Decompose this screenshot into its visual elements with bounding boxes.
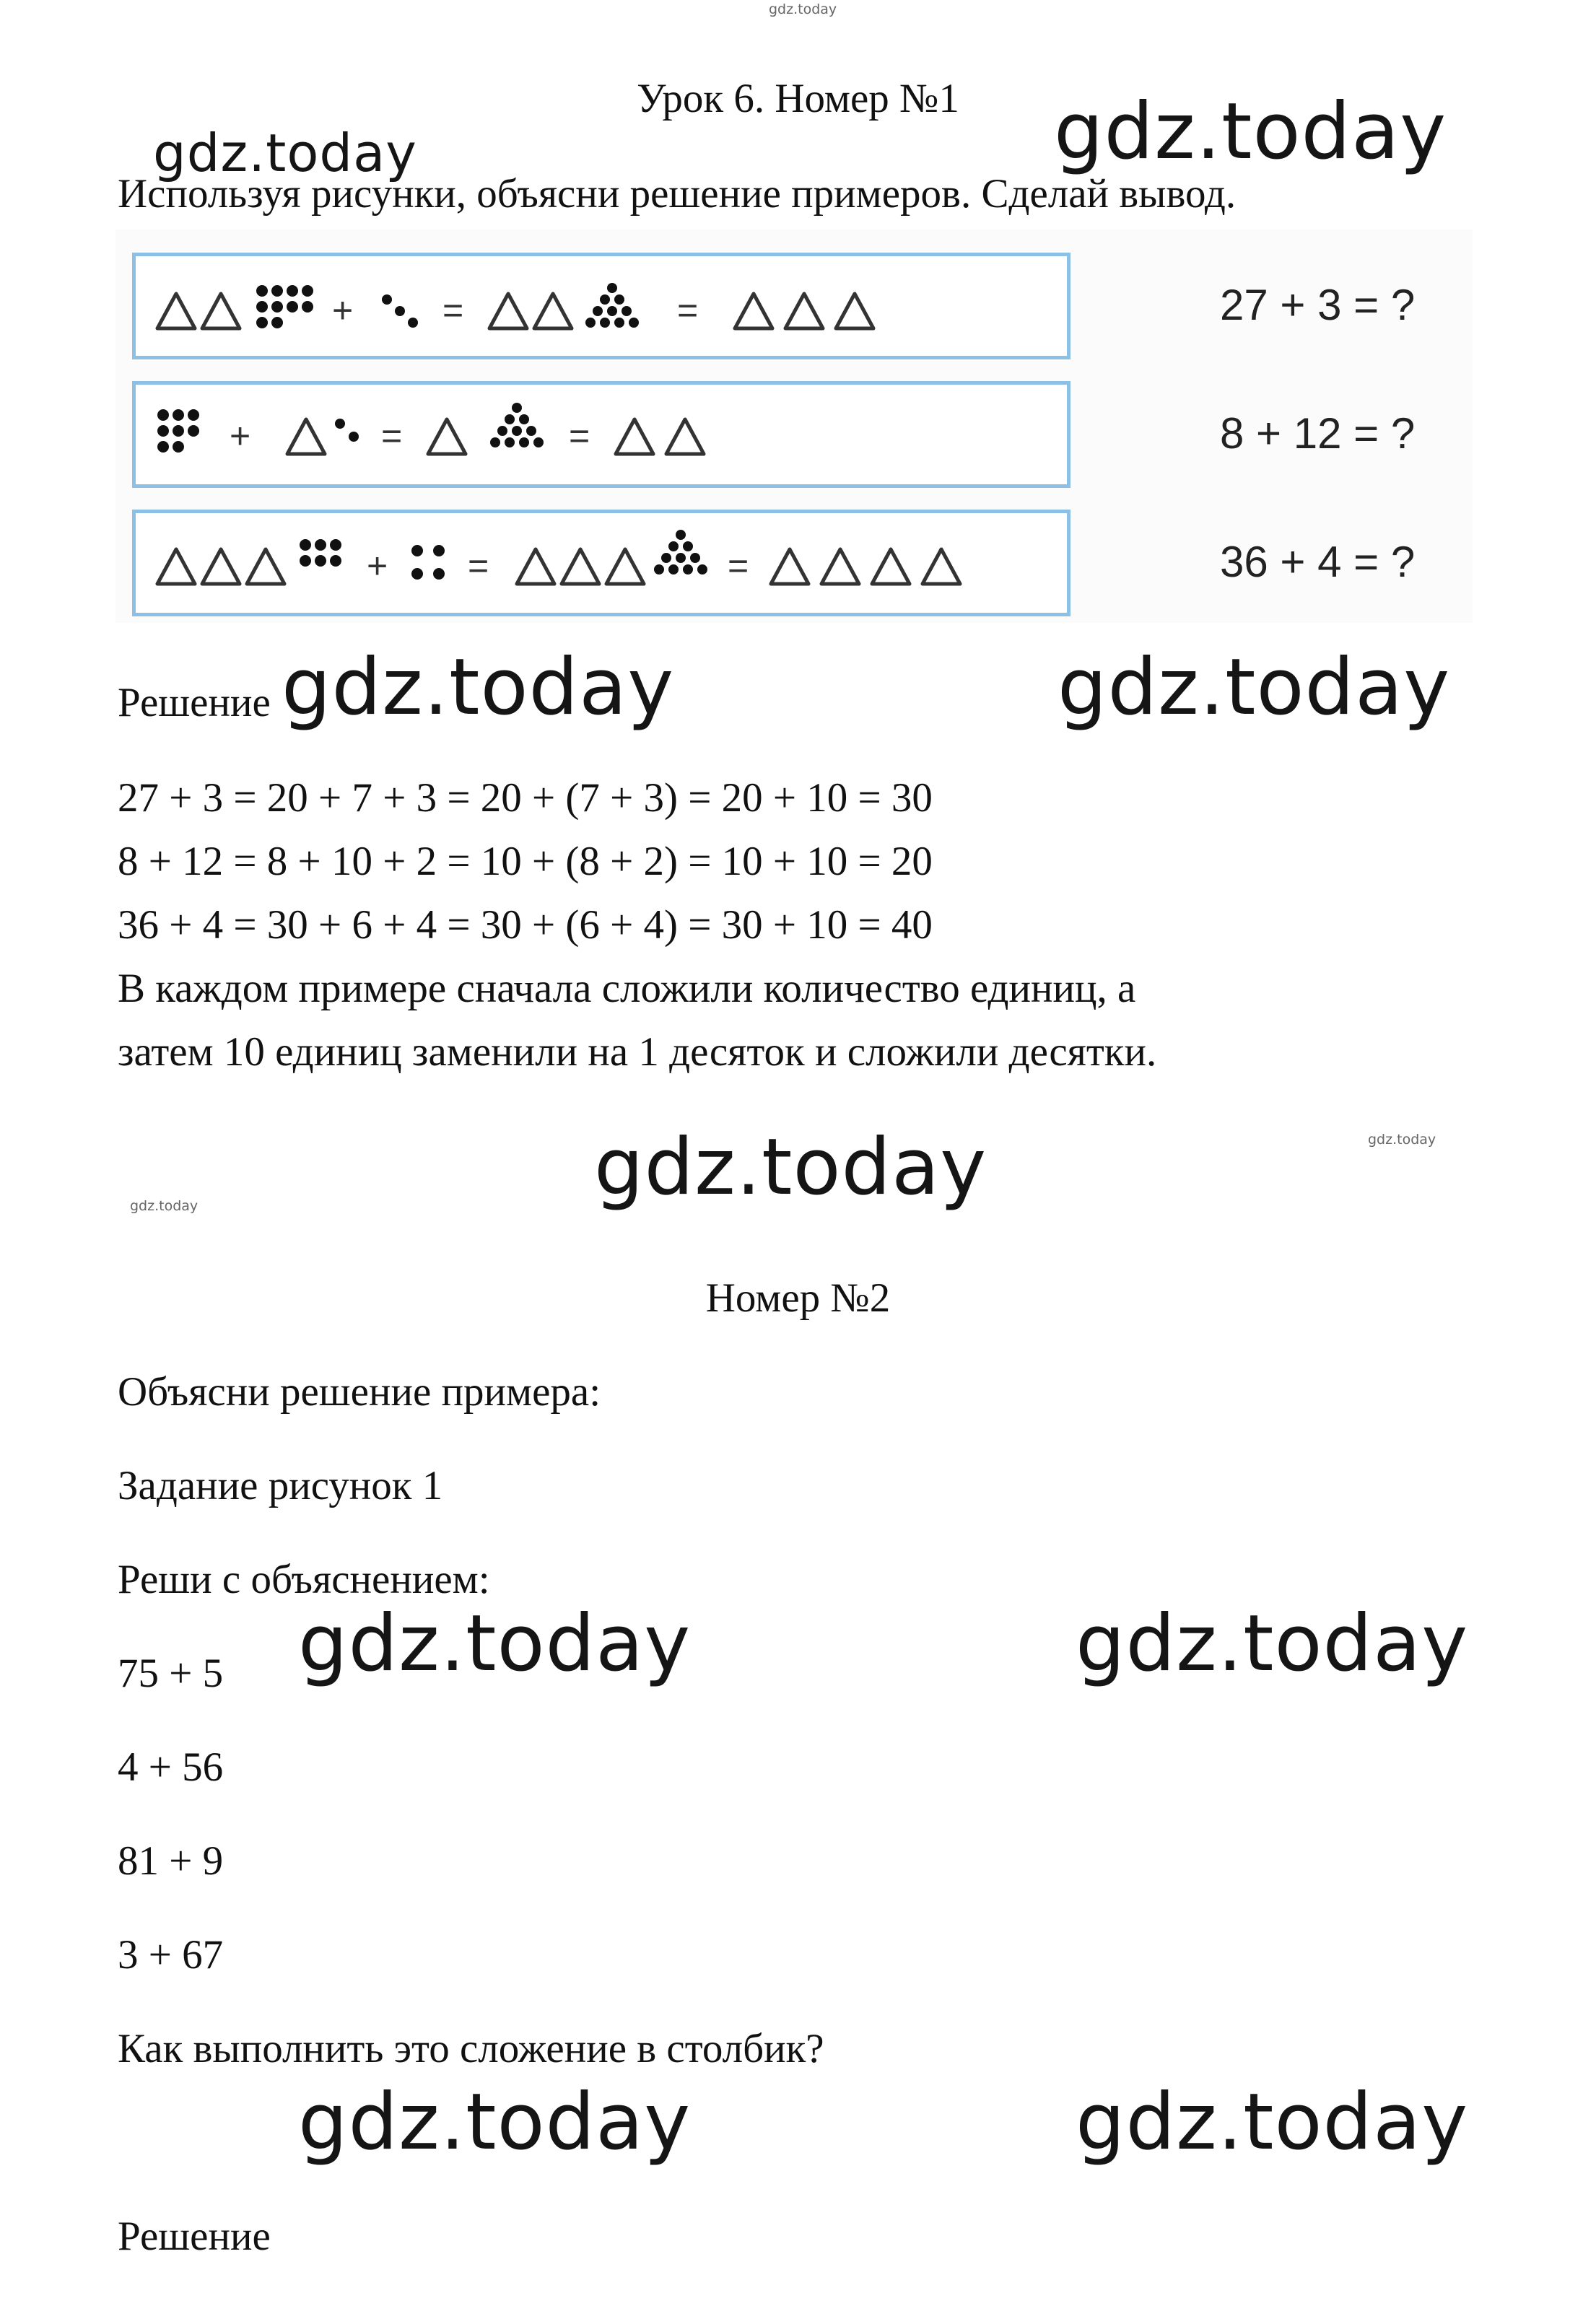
task1-prompt: Используя рисунки, объясни решение примеров. Сделай вывод. (118, 171, 1237, 217)
task2-figure-ref: Задание рисунок 1 (118, 1463, 443, 1508)
triangle-icon (771, 549, 808, 584)
watermark: gdz.today (298, 1599, 692, 1689)
triangle-icon (247, 549, 284, 584)
task1-solution-label: Решение (118, 680, 271, 725)
triangle-icon (735, 294, 772, 328)
watermark: gdz.today (282, 642, 675, 733)
svg-text:=: = (468, 546, 489, 586)
triangle-icon (517, 549, 554, 584)
panel-2-drawing (136, 385, 1067, 484)
solution-line: затем 10 единиц заменили на 1 десяток и сложили десятки. (118, 1029, 1157, 1075)
watermark: gdz.today (594, 1122, 987, 1213)
triangle-icon (616, 419, 653, 454)
svg-text:=: = (442, 290, 464, 331)
triangle-icon (923, 549, 960, 584)
watermark: gdz.today (153, 123, 417, 183)
triangle-icon (157, 294, 195, 328)
example-3-label: 36 + 4 = ? (1220, 538, 1416, 586)
example-2-label: 8 + 12 = ? (1220, 409, 1416, 458)
figure-panel-3 (132, 510, 1070, 616)
panel-3-drawing (136, 513, 1067, 613)
triangle-icon (666, 419, 704, 454)
page-title: Урок 6. Номер №1 (637, 76, 959, 121)
watermark: gdz.today (1076, 2077, 1469, 2167)
figure-panel-2 (132, 381, 1070, 488)
watermark: gdz.today (1058, 642, 1451, 733)
watermark-tiny: gdz.today (130, 1198, 199, 1214)
triangle-icon (157, 549, 195, 584)
svg-text:+: + (332, 290, 354, 331)
triangle-icon (562, 549, 599, 584)
solution-line: 36 + 4 = 30 + 6 + 4 = 30 + (6 + 4) = 30 + 10 = 40 (118, 902, 933, 948)
triangle-icon (202, 549, 240, 584)
task2-solve-prompt: Реши с объяснением: (118, 1557, 490, 1602)
solution-line: В каждом примере сначала сложили количество единиц, а (118, 966, 1136, 1011)
triangle-icon (836, 294, 873, 328)
solution-line: 8 + 12 = 8 + 10 + 2 = 10 + (8 + 2) = 10 + 10 = 20 (118, 839, 933, 884)
svg-text:=: = (569, 416, 590, 456)
triangle-icon (785, 294, 823, 328)
triangle-icon (428, 419, 466, 454)
svg-text:=: = (728, 546, 749, 586)
task2-problem: 4 + 56 (118, 1744, 224, 1790)
triangle-icon (202, 294, 240, 328)
task2-problem: 3 + 67 (118, 1932, 224, 1978)
panel-1-drawing (136, 256, 1067, 356)
task2-problem: 81 + 9 (118, 1838, 224, 1884)
triangle-icon (489, 294, 527, 328)
svg-text:=: = (381, 416, 403, 456)
task2-title: Номер №2 (705, 1275, 891, 1321)
example-1-label: 27 + 3 = ? (1220, 281, 1416, 329)
task2-problem: 75 + 5 (118, 1651, 224, 1696)
svg-text:=: = (677, 290, 699, 331)
triangle-icon (872, 549, 910, 584)
watermark-tiny: gdz.today (1368, 1132, 1436, 1148)
watermark: gdz.today (298, 2077, 692, 2167)
watermark: gdz.today (1076, 1599, 1469, 1689)
svg-text:+: + (230, 416, 251, 456)
triangle-icon (287, 419, 325, 454)
triangle-icon (534, 294, 572, 328)
triangle-icon (821, 549, 859, 584)
watermark: gdz.today (1054, 87, 1447, 177)
task2-column-question: Как выполнить это сложение в столбик? (118, 2026, 824, 2071)
task2-prompt: Объясни решение примера: (118, 1369, 601, 1415)
solution-line: 27 + 3 = 20 + 7 + 3 = 20 + (7 + 3) = 20 + 10 = 30 (118, 775, 933, 821)
triangle-icon (606, 549, 644, 584)
figure-panel-1 (132, 253, 1070, 359)
svg-text:+: + (367, 546, 388, 586)
task2-solution-label: Решение (118, 2214, 271, 2259)
watermark-top-tiny: gdz.today (769, 1, 837, 17)
